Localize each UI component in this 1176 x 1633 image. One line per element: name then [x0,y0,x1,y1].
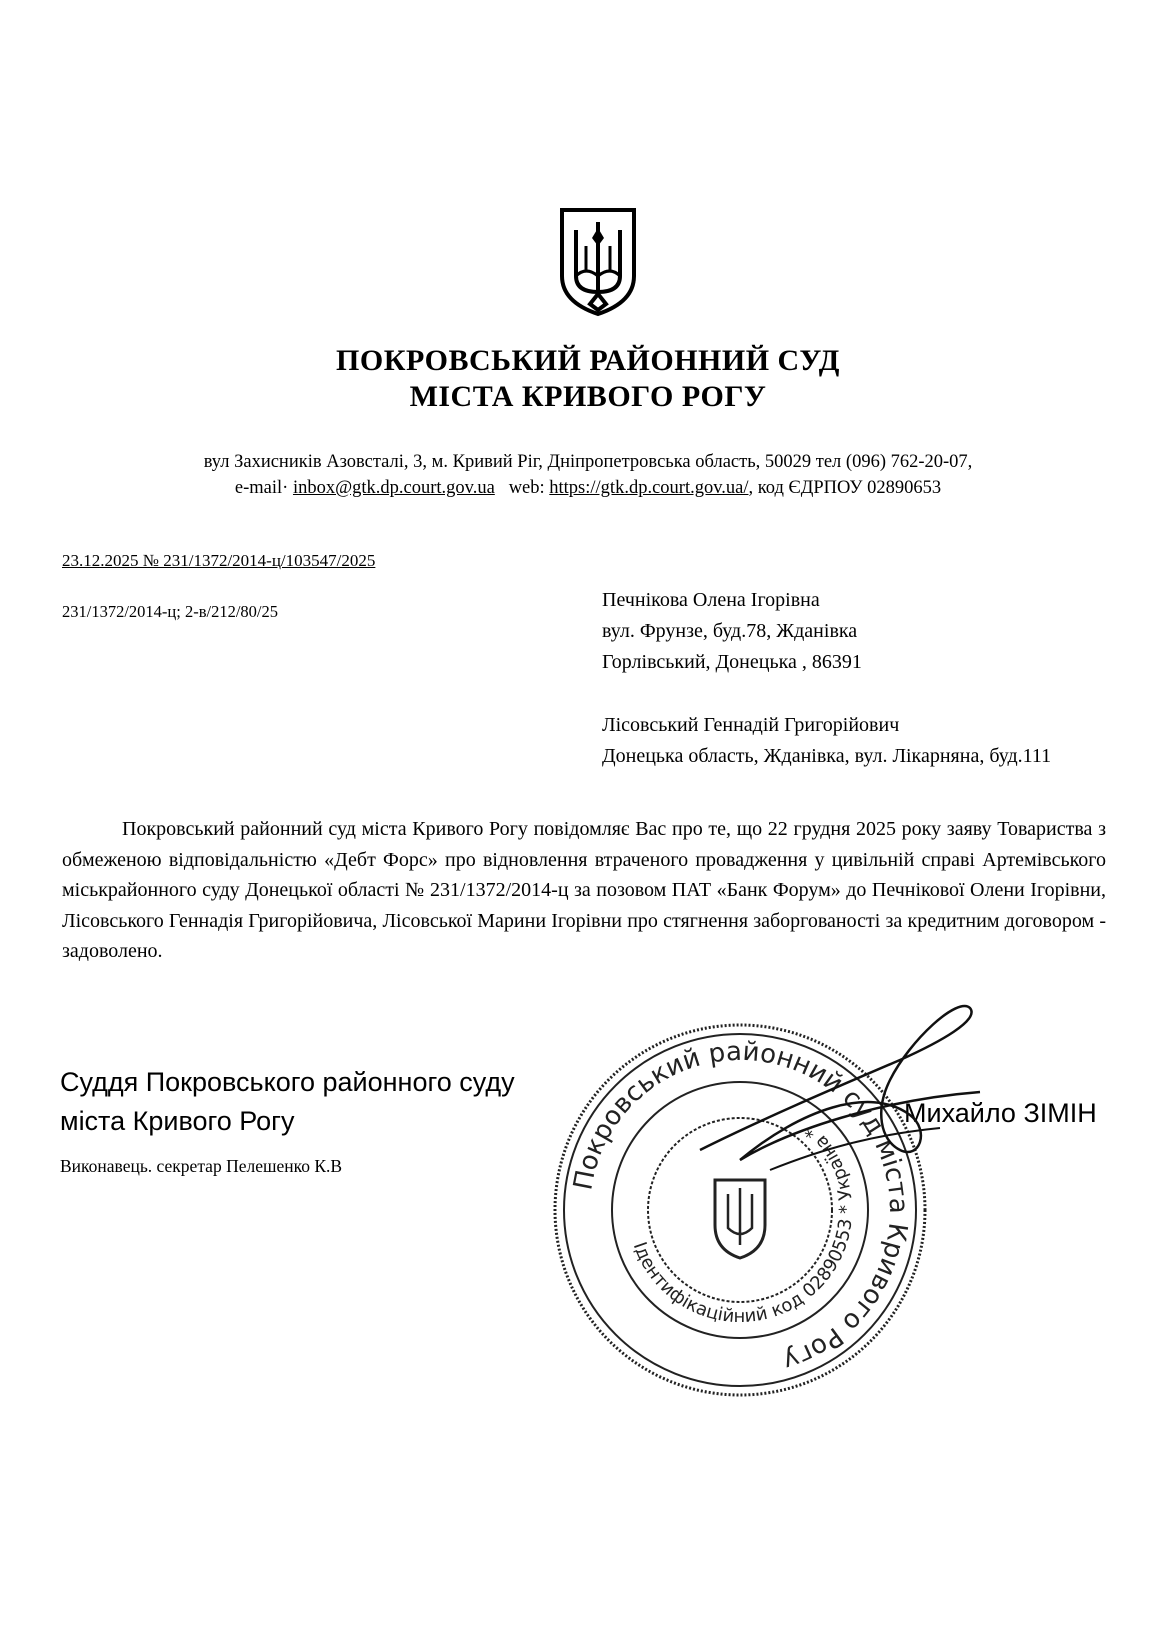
court-name-line1: ПОКРОВСЬКИЙ РАЙОННИЙ СУД [336,344,840,377]
outgoing-reference: 23.12.2025 № 231/1372/2014-ц/103547/2025 [62,551,376,570]
court-address: вул Захисників Азовсталі, 3, м. Кривий Ріг, Дніпропетровська область, 50029 тел (096) 762-20-07, [203,452,973,472]
email-label: e-mail· [234,478,289,498]
recipient-address: вул. Фрунзе, буд.78, Жданівка Горлівський, Донецька , 86391 [602,620,862,673]
coat-of-arms-icon [556,206,640,318]
stamp-inner-text: Ідентифікаційний код 02890553 * Україна * [628,1120,858,1328]
stamp-outer-text: Покровський районний суд міста Кривого Рогу [568,1036,914,1377]
court-name-line2: МІСТА КРИВОГО РОГУ [409,380,767,413]
recipient-name: Лісовський Геннадій Григорійович [602,714,900,736]
edrpou-code: , код ЄДРПОУ 02890653 [748,478,942,498]
web-link[interactable]: https://gtk.dp.court.gov.ua/ [549,478,749,498]
case-numbers: 231/1372/2014-ц; 2-в/212/80/25 [62,602,278,621]
judge-signature [680,1000,1000,1190]
web-label: web: [508,478,545,498]
recipient-name: Печнікова Олена Ігорівна [602,589,820,611]
recipient-2 [602,710,1112,772]
notice-body [62,814,1106,967]
court-contacts [0,478,1176,499]
recipient-address: Донецька область, Жданівка, вул. Лікарняна, буд.111 [602,745,1052,767]
judge-name: Михайло ЗІМІН [904,1098,1097,1128]
signature-title-line2: міста Кривого Рогу [60,1106,295,1136]
executor-line: Виконавець. секретар Пелешенко К.В [60,1156,343,1176]
email-link[interactable]: inbox@gtk.dp.court.gov.ua [292,478,495,498]
signature-title-line1: Суддя Покровського районного суду [60,1067,515,1097]
notice-text: Покровський районний суд міста Кривого Рогу повідомляє Вас про те, що 22 грудня 2025 року заяву Товариства з обмеженою відповідальністю «Дебт Форс» про відновлення втраченого провадження у цивільній справі Артемівського міськрайонного суду Донецької області № 231/1372/2014-ц за позовом ПАТ «Банк Форум» до Печнікової Олени Ігорівни, Лісовського Геннадія Григорійовича, Лісовської Марини Ігорівни про стягнення заборгованості за кредитним договором - задоволено. [62,818,1106,962]
recipient-1 [602,585,962,678]
